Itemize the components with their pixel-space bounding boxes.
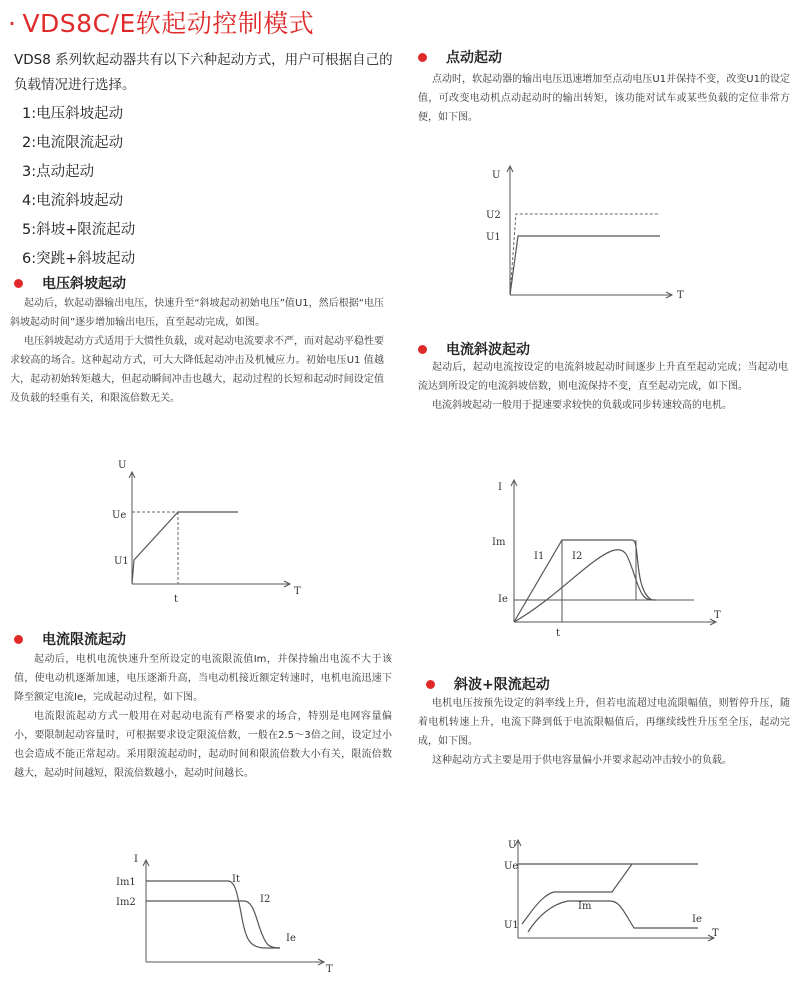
bullet-icon — [14, 279, 23, 288]
page-title: · VDS8C/E软起动控制模式 — [8, 9, 315, 38]
jog-chart — [480, 160, 695, 308]
axis-label-y: I — [134, 854, 138, 865]
title-dot-icon: · — [8, 9, 17, 38]
paragraph: 起动后，电机电流快速升至所设定的电流限流值Im，并保持输出电流不大于该值，使电动机逐渐加速，电压逐渐升高，当电动机接近额定转速时，电机电流迅速下降至额定电流Ie，完成起动过程，如下图。 — [14, 654, 392, 703]
label-it: It — [232, 874, 240, 885]
label-i2: I2 — [260, 894, 271, 905]
bullet-icon — [418, 345, 427, 354]
mode-item: 2:电流限流起动 — [22, 135, 124, 151]
current-limit-body — [14, 650, 392, 783]
label-im2: Im2 — [116, 897, 136, 908]
mode-item: 5:斜坡+限流起动 — [22, 222, 136, 238]
label-u2: U2 — [486, 210, 501, 221]
voltage-ramp-body — [10, 294, 384, 408]
jog-body — [418, 70, 790, 127]
paragraph: 起动后，起动电流按设定的电流斜坡起动时间逐步上升直至起动完成；当起动电流达到所设定的电流斜坡倍数，则电流保持不变，直至起动完成，如下图。 — [418, 362, 788, 392]
label-ie: Ie — [498, 594, 508, 605]
current-limit-chart — [116, 848, 336, 973]
label-t: t — [174, 594, 179, 605]
u1-curve — [510, 236, 660, 295]
u2-dashed-curve — [510, 214, 660, 295]
ue-guide-line — [132, 512, 178, 584]
chart-axes — [507, 166, 672, 298]
current-ramp-body — [418, 358, 788, 415]
current-curve — [528, 901, 698, 932]
bullet-icon — [426, 680, 435, 689]
section-heading-ramp-limit: 斜波+限流起动 — [426, 674, 550, 694]
voltage-curve — [132, 512, 238, 584]
label-ie: Ie — [286, 933, 296, 944]
axis-label-x: T — [294, 586, 301, 597]
label-i2: I2 — [572, 551, 583, 562]
label-t: t — [556, 628, 561, 639]
label-im: Im — [492, 537, 506, 548]
section-heading-current-limit: 电流限流起动 — [14, 629, 126, 649]
bullet-icon — [418, 53, 427, 62]
mode-item: 4:电流斜坡起动 — [22, 193, 124, 209]
paragraph: 电流斜坡起动一般用于提速要求较快的负载或同步转速较高的电机。 — [432, 400, 732, 411]
label-ue: Ue — [504, 861, 519, 872]
axis-label-x: T — [326, 964, 333, 973]
voltage-ramp-chart — [108, 452, 308, 607]
mode-item: 6:突跳+斜坡起动 — [22, 251, 136, 267]
current-ramp-chart — [486, 474, 726, 644]
chart-axes — [515, 840, 714, 941]
paragraph: 点动时，软起动器的输出电压迅速增加至点动电压U1并保持不变，改变U1的设定值，可改变电动机点动起动时的输出转矩，该功能对试车或某些负载的定位非常方便，如下图。 — [418, 74, 790, 123]
label-u1: U1 — [486, 232, 501, 243]
intro-text: VDS8 系列软起动器共有以下六种起动方式，用户可根据自己的负载情况进行选择。 — [14, 52, 393, 93]
axis-label-y: I — [498, 482, 502, 493]
label-i1: I1 — [534, 551, 545, 562]
label-ie: Ie — [692, 914, 702, 925]
ramp-limit-chart — [498, 836, 728, 956]
bullet-icon — [14, 635, 23, 644]
section-heading-voltage-ramp: 电压斜坡起动 — [14, 273, 126, 293]
label-u1: U1 — [114, 556, 129, 567]
section-heading-current-ramp: 电流斜波起动 — [418, 339, 530, 359]
paragraph: 起动后，软起动器输出电压，快速升至“斜坡起动初始电压”值U1，然后根据“电压斜坡起动时间”逐步增加输出电压，直至起动完成，如图。 — [10, 298, 384, 328]
paragraph: 电流限流起动方式一般用在对起动电流有严格要求的场合，特别是电网容量偏小，要限制起动容量时，可根据要求设定限流倍数，一般在2.5～3倍之间，设定过小也会造成不能正常起动。采用限流起动时，起动时间和限流倍数大小有关，限流倍数越大，起动时间越短，限流倍数越小，起动时间越长。 — [14, 711, 392, 779]
label-u1: U1 — [504, 920, 519, 931]
mode-list — [22, 100, 135, 274]
label-ue: Ue — [112, 510, 127, 521]
voltage-ramp-curve — [522, 864, 632, 924]
paragraph: 电压斜坡起动方式适用于大惯性负载，或对起动电流要求不严，而对起动平稳性要求较高的场合。这种起动方式，可大大降低起动冲击及机械应力。初始电压U1 值越大，起动初始转矩越大，但起动瞬间冲击也越大，起动过程的长短和起动时间设定值及负载的轻重有关，和限流倍数无关。 — [10, 336, 384, 404]
current-curve-it — [146, 881, 280, 948]
label-im: Im — [578, 901, 592, 912]
ramp-limit-body — [418, 694, 790, 770]
section-heading-jog: 点动起动 — [418, 47, 502, 67]
axis-label-y: U — [492, 170, 501, 181]
chart-axes — [129, 472, 290, 587]
label-im1: Im1 — [116, 877, 136, 888]
paragraph: 这种起动方式主要是用于供电容量偏小并要求起动冲击较小的负载。 — [432, 755, 732, 766]
mode-item: 3:点动起动 — [22, 164, 95, 180]
axis-label-x: T — [714, 610, 721, 621]
axis-label-x: T — [712, 928, 719, 939]
paragraph: 电机电压按预先设定的斜率线上升，但若电流超过电流限幅值，则暂停升压，随着电机转速上升，电流下降到低于电流限幅值后，再继续线性升压至全压，起动完成，如下图。 — [418, 698, 790, 747]
current-curve-i2 — [146, 901, 280, 948]
axis-label-y: U — [508, 840, 517, 851]
axis-label-x: T — [677, 290, 684, 301]
mode-item: 1:电压斜坡起动 — [22, 106, 124, 122]
axis-label-y: U — [118, 460, 127, 471]
